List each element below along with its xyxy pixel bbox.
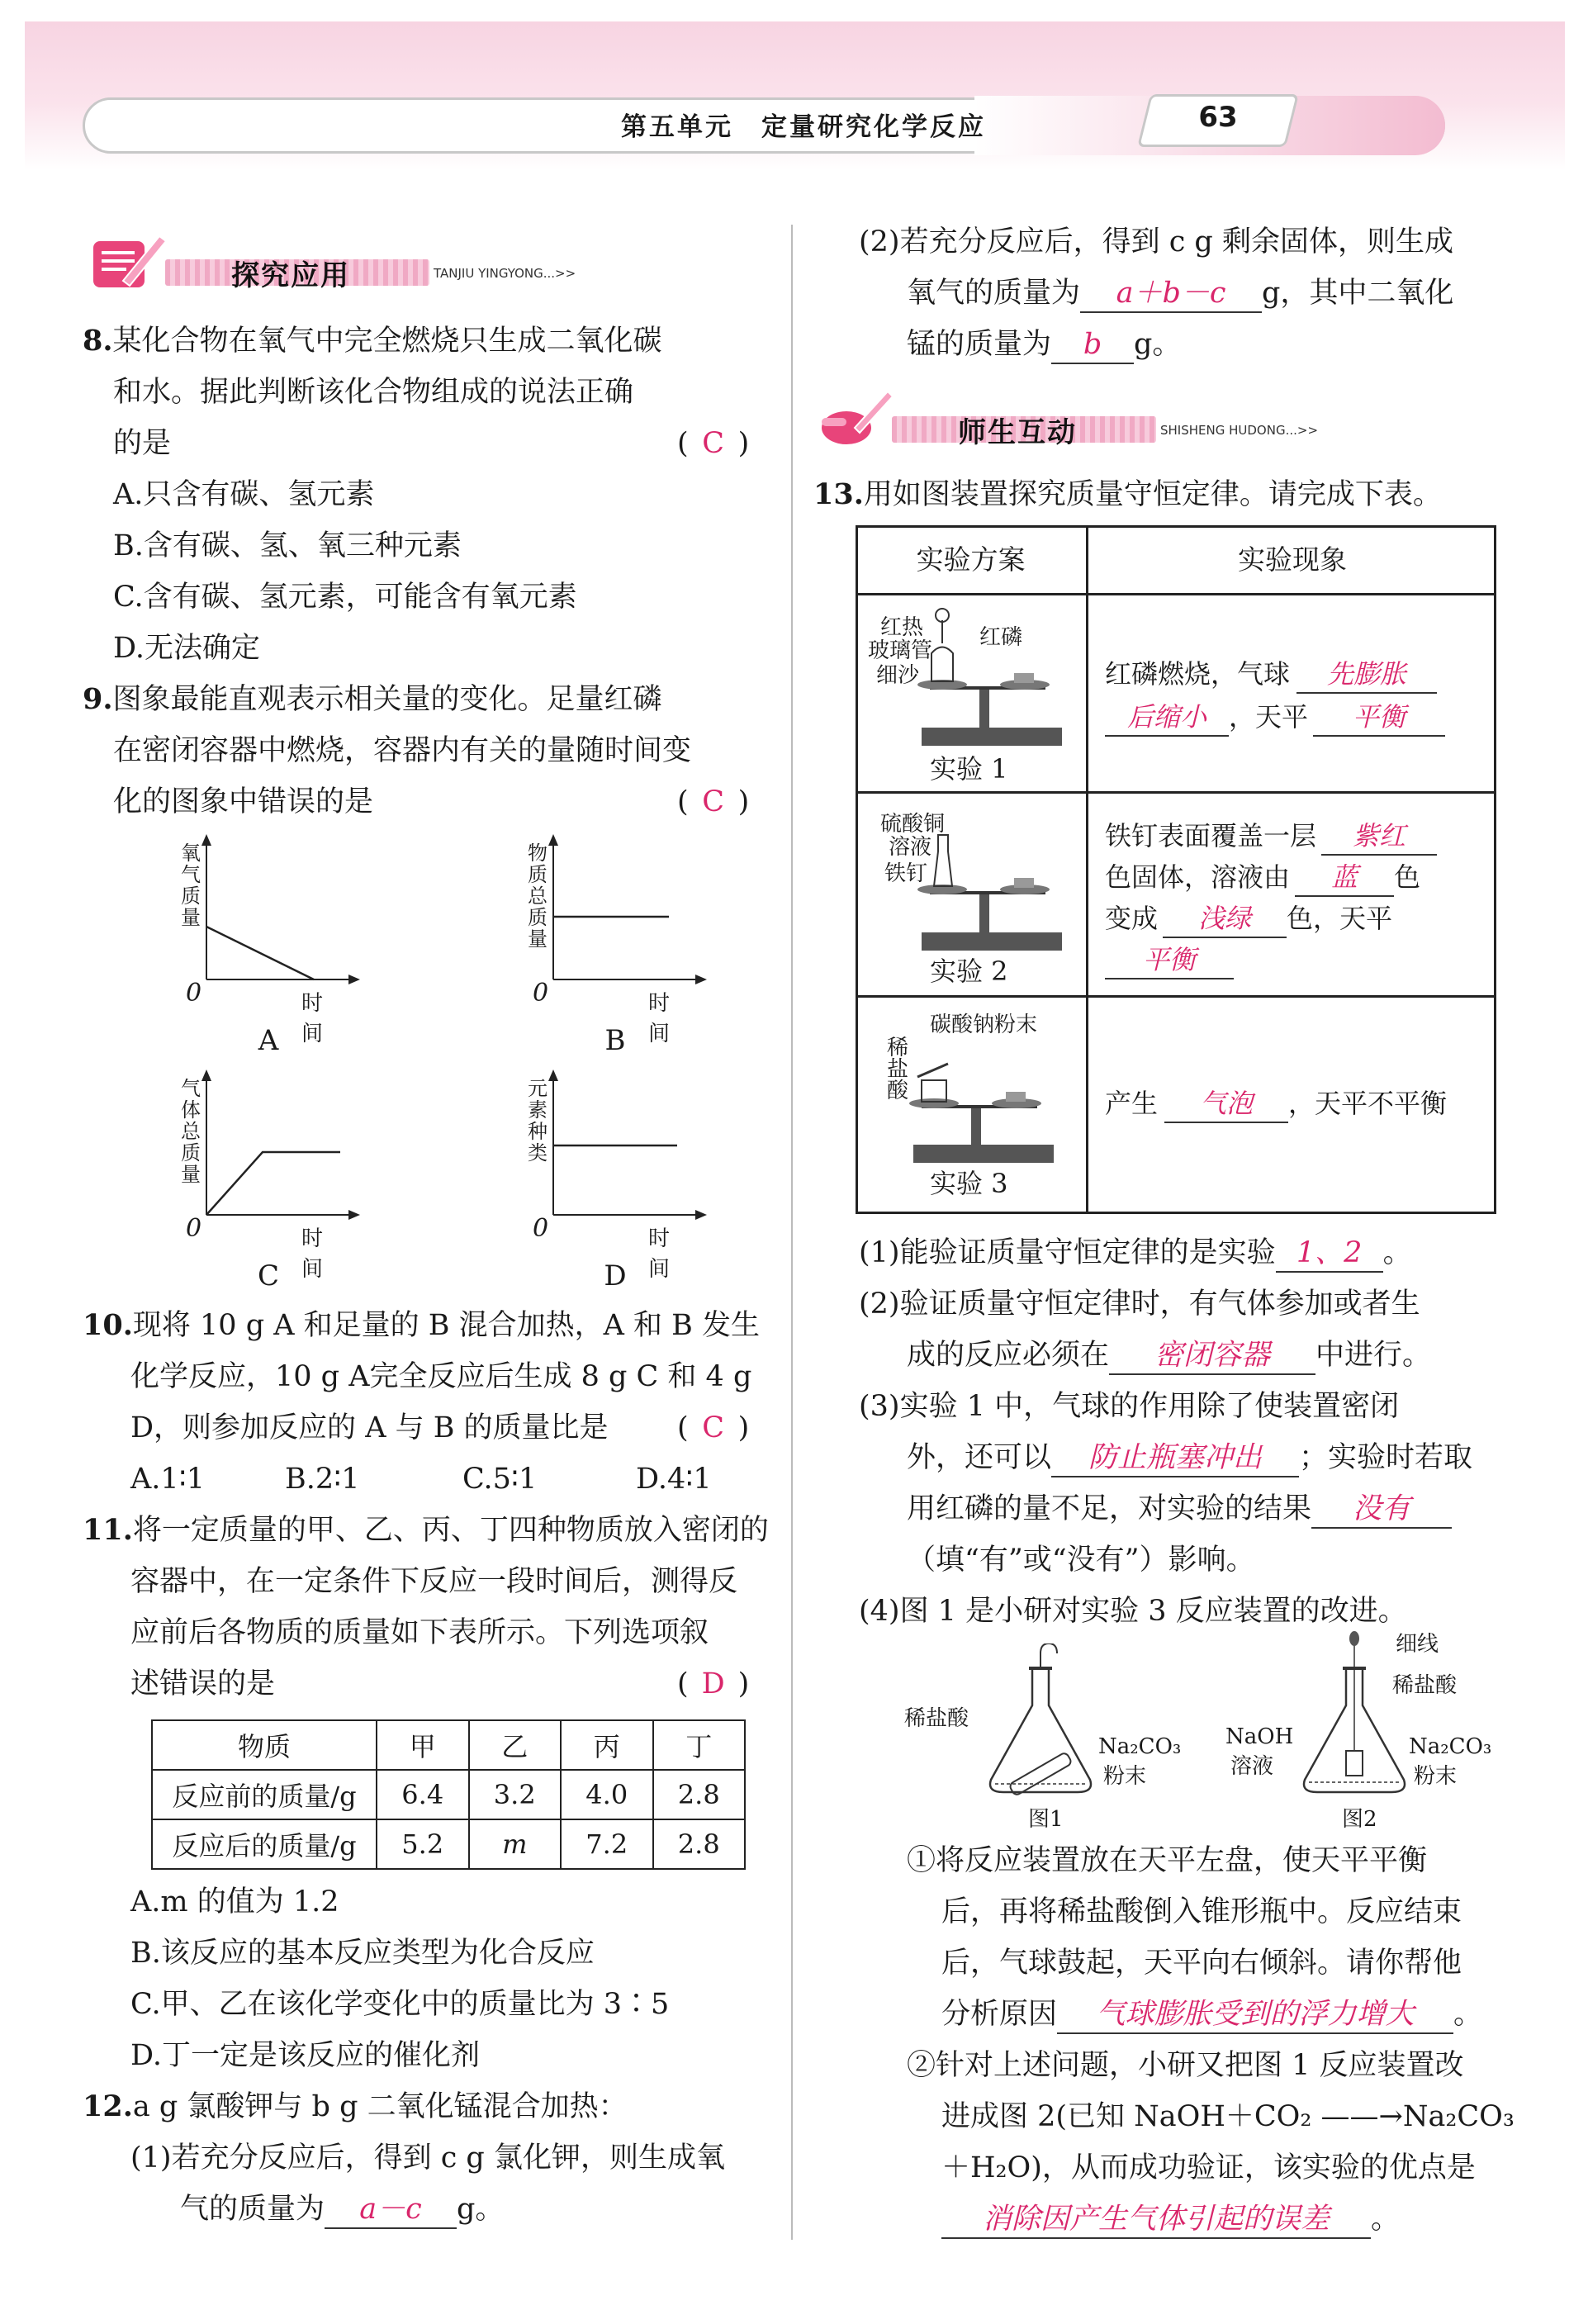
exp2-phenomenon-line4 (1105, 938, 1234, 981)
table-cell: 2.8 (653, 1819, 746, 1869)
q12-line1: 12.a g 氯酸钾与 b g 二氧化锰混合加热： (83, 2089, 628, 2123)
section-subtitle: TANJIU YINGYONG...>> (434, 266, 576, 281)
experiment-1-label: 实验 1 (930, 753, 1008, 785)
q12-part2-line1: (2)若充分反应后，得到 c g 剩余固体，则生成 (859, 225, 1453, 258)
exp3-phenomenon-line1: 产生 气泡 ，天平不平衡 (1105, 1082, 1447, 1125)
q8-answer: ( C ) (677, 427, 750, 460)
table-header-cell: 物质 (152, 1720, 377, 1770)
table-cell: 反应后的质量/g (152, 1819, 377, 1869)
graph-c-line (206, 1152, 340, 1215)
graph-b-plot (512, 834, 710, 999)
pencil-icon (87, 230, 169, 296)
graph-c-caption: C (257, 1259, 279, 1292)
figure-1: 稀盐酸 Na₂CO₃ 粉末 图1 (908, 1643, 1206, 1825)
q11-option-c: C.甲、乙在该化学变化中的质量比为 3∶5 (130, 1988, 670, 2021)
q13-sub2-line4: 消除因产生气体引起的误差 。 (941, 2194, 1400, 2245)
q13-answer-3: 防止瓶塞冲出 (1051, 1439, 1299, 1477)
table-cell: 6.4 (377, 1770, 469, 1819)
table-cell: m (469, 1819, 562, 1869)
exp3-answer-1: 气泡 (1164, 1085, 1288, 1123)
exp2-answer-1: 紫红 (1321, 818, 1437, 856)
experiment-1-cell: 红热 玻璃管 细沙 红磷 实验 1 (856, 595, 1086, 791)
q13-sub2-line3: ＋H₂O)，从而成功验证，该实验的优点是 (941, 2151, 1476, 2184)
q8-stem-1: 某化合物在氧气中完全燃烧只生成二氧化碳 (112, 325, 662, 358)
graph-a-caption: A (258, 1024, 279, 1057)
exp2-phenomenon-line2: 色固体，溶液由 蓝 色 (1105, 856, 1420, 899)
graph-b-xlabel: 时间 (648, 991, 671, 1046)
section-title: 探究应用 (231, 259, 350, 292)
q12-part2-line3: 锰的质量为 b g。 (907, 319, 1181, 370)
table-cell: 2.8 (653, 1770, 746, 1819)
q10-option-b: B.2∶1 (285, 1463, 360, 1496)
experiment-3-cell: 碳酸钠粉末 稀 盐 酸 实验 3 (856, 998, 1086, 1214)
graph-d-plot (512, 1070, 710, 1235)
figure-1-caption: 图1 (1028, 1807, 1064, 1832)
graph-d-origin: 0 (533, 1214, 549, 1243)
q11-option-a: A.m 的值为 1.2 (130, 1885, 339, 1918)
q13-answer-6: 消除因产生气体引起的误差 (941, 2201, 1371, 2239)
q8-stem-2: 和水。据此判断该化合物组成的说法正确 (113, 376, 634, 409)
q10-stem-3: D，则参加反应的 A 与 B 的质量比是 (130, 1411, 609, 1444)
q13-part3-line3: 用红磷的量不足，对实验的结果 没有 (907, 1483, 1452, 1534)
graph-c-xlabel: 时间 (301, 1226, 324, 1282)
figure-2: 细线 稀盐酸 NaOH 溶液 Na₂CO₃ 粉末 图2 (1230, 1627, 1511, 1825)
table-cell: 反应前的质量/g (152, 1770, 377, 1819)
q11-option-b: B.该反应的基本反应类型为化合反应 (130, 1937, 595, 1970)
exp2-answer-3: 浅绿 (1163, 900, 1287, 938)
experiment-2-label: 实验 2 (930, 956, 1008, 987)
section-banner-explore (87, 230, 632, 296)
graph-a-plot (165, 834, 363, 999)
q13-answer-5: 气球膨胀受到的浮力增大 (1057, 1996, 1453, 2034)
q8-number: 8. (83, 324, 113, 358)
graph-c-plot (165, 1070, 363, 1235)
exp2-phenomenon-line1: 铁钉表面覆盖一层 紫红 (1105, 814, 1437, 857)
q12-answer-2: a＋b－c (1080, 275, 1262, 313)
q8-option-b: B.含有碳、氢、氧三种元素 (113, 529, 462, 562)
q9-stem-2: 在密闭容器中燃烧，容器内有关的量随时间变 (113, 734, 692, 767)
q11-table (151, 1719, 746, 1870)
figure-2-caption: 图2 (1342, 1807, 1377, 1832)
table-cell: 3.2 (469, 1770, 562, 1819)
exp2-phenomenon-line3: 变成 浅绿 色，天平 (1105, 897, 1392, 940)
q13-sub2-line1: ②针对上述问题，小研又把图 1 反应装置改 (907, 2049, 1464, 2082)
table-header-cell: 乙 (469, 1720, 562, 1770)
graph-c-origin: 0 (186, 1214, 202, 1243)
q9-line1: 9.图象最能直观表示相关量的变化。足量红磷 (83, 682, 662, 716)
q8-stem-3: 的是 (113, 427, 172, 460)
q12-part2-line2: 氧气的质量为 a＋b－c g，其中二氧化 (907, 268, 1453, 319)
exp1-answer-3: 平衡 (1313, 699, 1445, 737)
q10-line1: 10.现将 10 g A 和足量的 B 混合加热，A 和 B 发生 (83, 1308, 760, 1342)
q13-part3-line1: (3)实验 1 中，气球的作用除了使装置密闭 (859, 1390, 1400, 1423)
graph-c-ylabel: 气体总质量 (181, 1077, 201, 1186)
table-header-cell: 甲 (377, 1720, 469, 1770)
graph-d-xlabel: 时间 (648, 1226, 671, 1282)
table-header-cell: 实验现象 (1238, 543, 1347, 576)
q13-sub1-line2: 后，再将稀盐酸倒入锥形瓶中。反应结束 (941, 1895, 1462, 1928)
exp1-phenomenon-line2: 后缩小 ，天平 平衡 (1105, 695, 1445, 738)
column-divider (791, 225, 793, 2240)
graph-a-ylabel: 氧气质量 (181, 842, 201, 929)
q11-option-d: D.丁一定是该反应的催化剂 (130, 2039, 480, 2072)
exp1-phenomenon-line1: 红磷燃烧，气球 先膨胀 (1105, 652, 1437, 695)
table-row (152, 1770, 745, 1819)
experiment-2-cell: 硫酸铜 溶液 铁钉 实验 2 (856, 794, 1086, 995)
q13-sub1-line1: ①将反应装置放在天平左盘，使天平平衡 (907, 1844, 1428, 1877)
exp2-answer-2: 蓝 (1295, 859, 1394, 897)
q9-answer: ( C ) (677, 785, 750, 818)
q10-option-d: D.4∶1 (636, 1463, 712, 1496)
graph-b-ylabel: 物质总质量 (528, 842, 548, 951)
graph-b-origin: 0 (533, 979, 549, 1008)
table-cell: 5.2 (377, 1819, 469, 1869)
q11-stem-2: 容器中，在一定条件下反应一段时间后，测得反 (130, 1565, 738, 1598)
graph-b-caption: B (604, 1024, 626, 1057)
section-banner-interact (813, 387, 1358, 453)
graph-a-origin: 0 (186, 979, 202, 1008)
graph-d-caption: D (604, 1259, 627, 1292)
q13-part3-line2: 外，还可以 防止瓶塞冲出 ；实验时若取 (907, 1432, 1472, 1483)
table-row (152, 1819, 745, 1869)
exp2-answer-4: 平衡 (1105, 941, 1234, 979)
q13-answer-4: 没有 (1311, 1491, 1452, 1529)
q8-option-d: D.无法确定 (113, 632, 260, 665)
graph-a-xlabel: 时间 (301, 991, 324, 1046)
table-cell: 7.2 (561, 1819, 653, 1869)
table-header-cell: 实验方案 (916, 543, 1026, 576)
graph-d-ylabel: 元素种类 (528, 1077, 548, 1164)
section-title: 师生互动 (958, 416, 1077, 449)
q11-stem-4: 述错误的是 (130, 1667, 276, 1700)
table-header-cell: 丙 (561, 1720, 653, 1770)
exp1-answer-2: 后缩小 (1105, 699, 1229, 737)
experiment-3-label: 实验 3 (930, 1168, 1008, 1199)
q13-answer-2: 密闭容器 (1109, 1337, 1315, 1375)
q13-sub1-line4: 分析原因 气球膨胀受到的浮力增大 。 (941, 1989, 1482, 2040)
q10-option-a: A.1∶1 (130, 1463, 206, 1496)
table-row (152, 1720, 745, 1770)
q11-stem-3: 应前后各物质的质量如下表所示。下列选项叙 (130, 1616, 709, 1649)
graph-a-line (206, 927, 314, 979)
q12-answer-1: a－c (325, 2191, 457, 2229)
table-header-cell: 丁 (653, 1720, 746, 1770)
q10-option-c: C.5∶1 (462, 1463, 538, 1496)
section-subtitle: SHISHENG HUDONG...>> (1160, 423, 1319, 438)
page-number: 63 (1198, 101, 1238, 134)
q10-answer: ( C ) (677, 1411, 750, 1444)
table-cell: 4.0 (561, 1770, 653, 1819)
q10-stem-2: 化学反应，10 g A完全反应后生成 8 g C 和 4 g (130, 1360, 752, 1393)
q13-part4-line1: (4)图 1 是小研对实验 3 反应装置的改进。 (859, 1595, 1407, 1628)
q8-line1 (83, 315, 662, 367)
q9-stem-3: 化的图象中错误的是 (113, 785, 374, 818)
q8-option-a: A.只含有碳、氢元素 (113, 478, 375, 511)
q13-part3-line4: （填“有”或“没有”）影响。 (907, 1544, 1255, 1577)
q11-line1: 11.将一定质量的甲、乙、丙、丁四种物质放入密闭的 (83, 1513, 769, 1547)
hand-writing-icon (813, 387, 896, 453)
q13-sub1-line3: 后，气球鼓起，天平向右倾斜。请你帮他 (941, 1947, 1462, 1980)
q13-part2-line2: 成的反应必须在 密闭容器 中进行。 (907, 1330, 1431, 1381)
q13-line1: 13.用如图装置探究质量守恒定律。请完成下表。 (813, 477, 1442, 511)
q12-answer-3: b (1051, 326, 1134, 364)
q8-option-c: C.含有碳、氢元素，可能含有氧元素 (113, 581, 577, 614)
q12-part1-line2: 气的质量为 a－c g。 (180, 2184, 504, 2235)
q13-part1: (1)能验证质量守恒定律的是实验 1、2 。 (859, 1227, 1412, 1278)
exp1-answer-1: 先膨胀 (1296, 656, 1437, 694)
unit-title: 第五单元 定量研究化学反应 (621, 112, 986, 142)
q12-part1-line1: (1)若充分反应后，得到 c g 氯化钾，则生成氧 (130, 2141, 725, 2175)
q11-answer: ( D ) (677, 1667, 750, 1700)
q13-part2-line1: (2)验证质量守恒定律时，有气体参加或者生 (859, 1288, 1420, 1321)
q13-sub2-line2: 进成图 2(已知 NaOH＋CO₂ ——→Na₂CO₃ (941, 2100, 1515, 2133)
q13-answer-1: 1、2 (1276, 1235, 1383, 1273)
